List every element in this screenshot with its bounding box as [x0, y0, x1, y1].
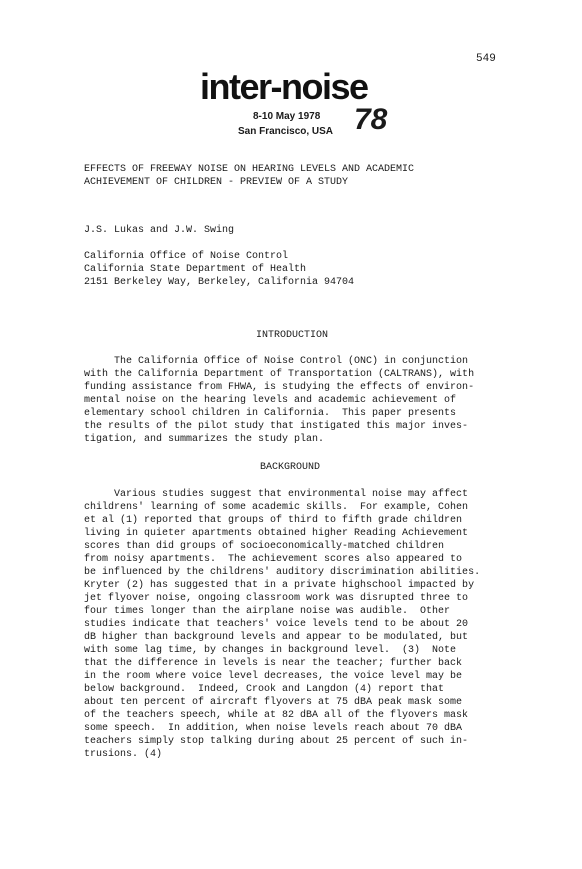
affiliation-line: 2151 Berkeley Way, Berkeley, California 94704	[84, 277, 355, 288]
body-line: elementary school children in California. This paper presents	[84, 408, 457, 419]
body-line: dB higher than background levels and appear to be modulated, but	[84, 632, 469, 643]
page-number: 549	[476, 53, 496, 65]
background-paragraph	[84, 488, 504, 761]
body-line: the results of the pilot study that instigated this major inves-	[84, 421, 469, 432]
body-line: tigation, and summarizes the study plan.	[84, 434, 325, 445]
affiliation	[84, 250, 504, 289]
background-heading: BACKGROUND	[260, 462, 321, 473]
logo-wordmark: inter-noise	[200, 66, 368, 107]
body-line: mental noise on the hearing levels and academic achievement of	[84, 395, 457, 406]
body-line: from noisy apartments. The achievement scores also appeared to	[84, 554, 463, 565]
inter-noise-logo	[200, 66, 390, 143]
body-line: scores than did groups of socioeconomically-matched children	[84, 541, 445, 552]
logo-year: 78	[354, 103, 388, 136]
affiliation-line: California Office of Noise Control	[84, 251, 289, 262]
body-line: living in quieter apartments obtained higher Reading Achievement	[84, 528, 469, 539]
body-line: Kryter (2) has suggested that in a private highschool impacted by	[84, 580, 475, 591]
affiliation-line: California State Department of Health	[84, 264, 307, 275]
body-line: The California Office of Noise Control (ONC) in conjunction	[84, 356, 469, 367]
introduction-heading: INTRODUCTION	[256, 330, 329, 341]
body-line: with the California Department of Transportation (CALTRANS), with	[84, 369, 475, 380]
body-line: childrens' learning of some academic skills. For example, Cohen	[84, 502, 469, 513]
body-line: trusions. (4)	[84, 749, 163, 760]
body-line: below background. Indeed, Crook and Langdon (4) report that	[84, 684, 445, 695]
body-line: with some lag time, by changes in background level. (3) Note	[84, 645, 457, 656]
logo-location: San Francisco, USA	[238, 126, 334, 137]
body-line: about ten percent of aircraft flyovers at 75 dBA peak mask some	[84, 697, 463, 708]
title-line: ACHIEVEMENT OF CHILDREN - PREVIEW OF A STUDY	[84, 177, 349, 188]
body-line: funding assistance from FHWA, is studying the effects of environ-	[84, 382, 475, 393]
body-line: some speech. In addition, when noise levels reach about 70 dBA	[84, 723, 463, 734]
logo-dates: 8-10 May 1978	[253, 111, 321, 122]
body-line: studies indicate that teachers' voice levels tend to be about 20	[84, 619, 469, 630]
body-line: Various studies suggest that environmental noise may affect	[84, 489, 469, 500]
body-line: be influenced by the childrens' auditory discrimination abilities.	[84, 567, 481, 578]
body-line: in the room where voice level decreases, the voice level may be	[84, 671, 463, 682]
body-line: four times longer than the airplane noise was audible. Other	[84, 606, 451, 617]
title-line: EFFECTS OF FREEWAY NOISE ON HEARING LEVELS AND ACADEMIC	[84, 164, 415, 175]
body-line: that the difference in levels is near the teacher; further back	[84, 658, 463, 669]
introduction-paragraph	[84, 355, 504, 446]
body-line: jet flyover noise, ongoing classroom work was disrupted three to	[84, 593, 469, 604]
body-line: teachers simply stop talking during about 25 percent of such in-	[84, 736, 469, 747]
paper-title	[84, 163, 504, 189]
authors: J.S. Lukas and J.W. Swing	[84, 225, 235, 236]
body-line: of the teachers speech, while at 82 dBA all of the flyovers mask	[84, 710, 469, 721]
body-line: et al (1) reported that groups of third to fifth grade children	[84, 515, 463, 526]
